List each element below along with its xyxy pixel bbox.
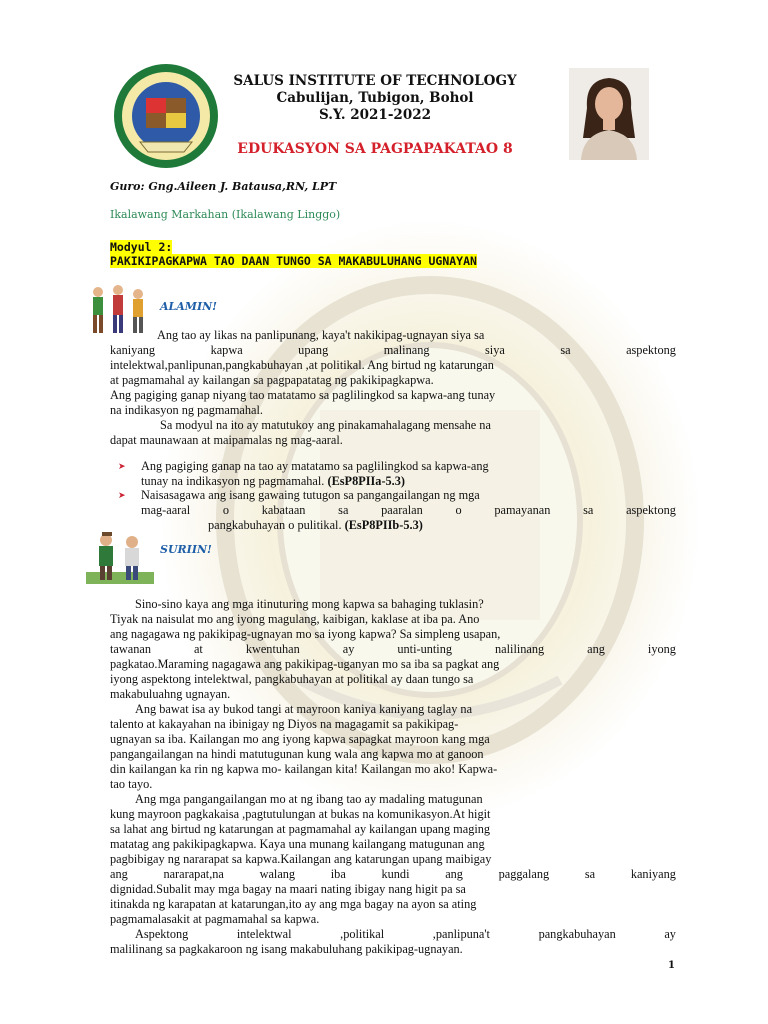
alamin-line: intelektwal,panlipunan,pangkabuhayan ,at politikal. Ang birtud ng katarungan — [110, 358, 494, 372]
objective-line: Ang pagiging ganap na tao ay matatamo sa paglilingkod sa kapwa-ang — [141, 459, 489, 473]
suriin-line: iyong aspektong intelektwal, pangkabuhayan at politikal ay daan tungo sa — [110, 672, 474, 686]
suriin-line: dignidad.Subalit may mga bagay na maari nating ibigay nang higit pa sa — [110, 882, 466, 896]
school-name: SALUS INSTITUTE OF TECHNOLOGY — [233, 73, 517, 89]
alamin-line: Sa modyul na ito ay matutukoy ang pinakamahalagang mensahe na — [160, 418, 491, 432]
suriin-line: Sino-sino kaya ang mga itinuturing mong kapwa sa bahaging tuklasin? — [135, 597, 484, 611]
suriin-line: ang nararapat,na walang iba kundi ang paggalang sa kaniyang — [110, 867, 676, 881]
suriin-line: ugnayan sa iba. Kailangan mo ang iyong kapwa sapagkat mayroon kang mga — [110, 732, 490, 746]
school-year: S.Y. 2021-2022 — [318, 107, 431, 123]
suriin-line: matatag ang pakikipagkapwa. Kaya una munang kailangang matugunan ang — [110, 837, 485, 851]
suriin-line: Ang mga pangangailangan mo at ng ibang tao ay madaling matugunan — [135, 792, 483, 806]
alamin-line: at pagmamahal ay kailangan sa pagpapatatag ng pakikipagkapwa. — [110, 373, 434, 387]
section-suriin: SURIIN! — [160, 543, 212, 556]
page-number: 1 — [668, 960, 675, 971]
suriin-line: Tiyak na naisulat mo ang iyong magulang, kaibigan, kaklase at iba pa. Ano — [110, 612, 480, 626]
suriin-line: makabuluahng ugnayan. — [110, 687, 231, 701]
alamin-line: na indikasyon ng pagmamahal. — [110, 403, 263, 417]
suriin-line: tawanan at kwentuhan ay unti-unting nalilinang ang iyong — [110, 642, 676, 656]
suriin-line: malilinang sa pagkakaroon ng isang makabuluhang pakikipag-ugnayan. — [110, 942, 463, 956]
objective-line: pangkabuhayan o pulitikal. (EsP8PIIb-5.3) — [208, 518, 423, 532]
suriin-line: pagmamalasakit at pagmamahal sa kapwa. — [110, 912, 320, 926]
suriin-line: kung mayroon pagkakaisa ,pagtutulungan at bukas na komunikasyon.At higit — [110, 807, 491, 821]
module-title: PAKIKIPAGKAPWA TAO DAAN TUNGO SA MAKABULUHANG UGNAYAN — [110, 254, 477, 268]
alamin-line: Ang tao ay likas na panlipunang, kaya't nakikipag-ugnayan siya sa — [157, 328, 485, 342]
suriin-line: pangangailangan na hindi matutugunan kung wala ang kapwa mo at ganoon — [110, 747, 484, 761]
quarter-label: Ikalawang Markahan (Ikalawang Linggo) — [110, 208, 341, 221]
subject-title: EDUKASYON SA PAGPAPAKATAO 8 — [237, 141, 513, 157]
suriin-line: din kailangan ka rin ng kapwa mo- kailangan kita! Kailangan mo ako! Kapwa- — [110, 762, 498, 776]
suriin-line: sa lahat ang birtud ng katarungan at pagmamahal ay kailangan upang maging — [110, 822, 491, 836]
section-alamin: ALAMIN! — [160, 300, 218, 313]
alamin-line: Ang pagiging ganap niyang tao matatamo sa paglilingkod sa kapwa-ang tunay — [110, 388, 496, 402]
suriin-line: Aspektong intelektwal ,politikal ,panlipuna't pangkabuhayan ay — [135, 927, 676, 941]
objective-line: Naisasagawa ang isang gawaing tutugon sa pangangailangan ng mga — [141, 488, 480, 502]
school-address: Cabulijan, Tubigon, Bohol — [276, 90, 474, 106]
bullet-arrow-icon: ➤ — [118, 462, 126, 472]
module-number: Modyul 2: — [110, 240, 173, 254]
suriin-line: pagbibigay ng nararapat sa kapwa.Kailangan ang katarungan upang maibigay — [110, 852, 492, 866]
alamin-line: kaniyang kapwa upang malinang siya sa aspektong — [110, 343, 676, 357]
objective-code: (EsP8PIIa-5.3) — [327, 474, 406, 488]
school-logo — [112, 62, 220, 170]
objective-line: tunay na indikasyon ng pagmamahal. (EsP8PIIa-5.3) — [141, 474, 406, 488]
suriin-line: pagkatao.Maraming nagagawa ang pakikipag-uganyan mo sa iba sa pagkat ang — [110, 657, 500, 671]
students-illustration — [86, 528, 154, 584]
suriin-line: tao tayo. — [110, 777, 153, 791]
module-title-row — [110, 250, 477, 269]
bullet-arrow-icon: ➤ — [118, 491, 126, 501]
suriin-line: itinakda ng karapatan at katarungan,ito ay ang mga bagay na ayon sa ating — [110, 897, 477, 911]
alamin-line: dapat maunawaan at maipamalas ng mag-aaral. — [110, 433, 343, 447]
objective-code: (EsP8PIIb-5.3) — [344, 518, 423, 532]
suriin-line: talento at kakayahan na ibinigay ng Diyos na magagamit sa pakikipag- — [110, 717, 459, 731]
teacher-photo — [569, 68, 649, 160]
objective-line: mag-aaral o kabataan sa paaralan o pamayanan sa aspektong — [141, 503, 676, 517]
suriin-line: ang nagagawa ng pakikipag-ugnayan mo sa iyong kapwa? Sa simpleng usapan, — [110, 627, 501, 641]
suriin-line: Ang bawat isa ay bukod tangi at mayroon kaniya kaniyang taglay na — [135, 702, 473, 716]
teacher-name: Guro: Gng.Aileen J. Batausa,RN, LPT — [110, 180, 337, 193]
